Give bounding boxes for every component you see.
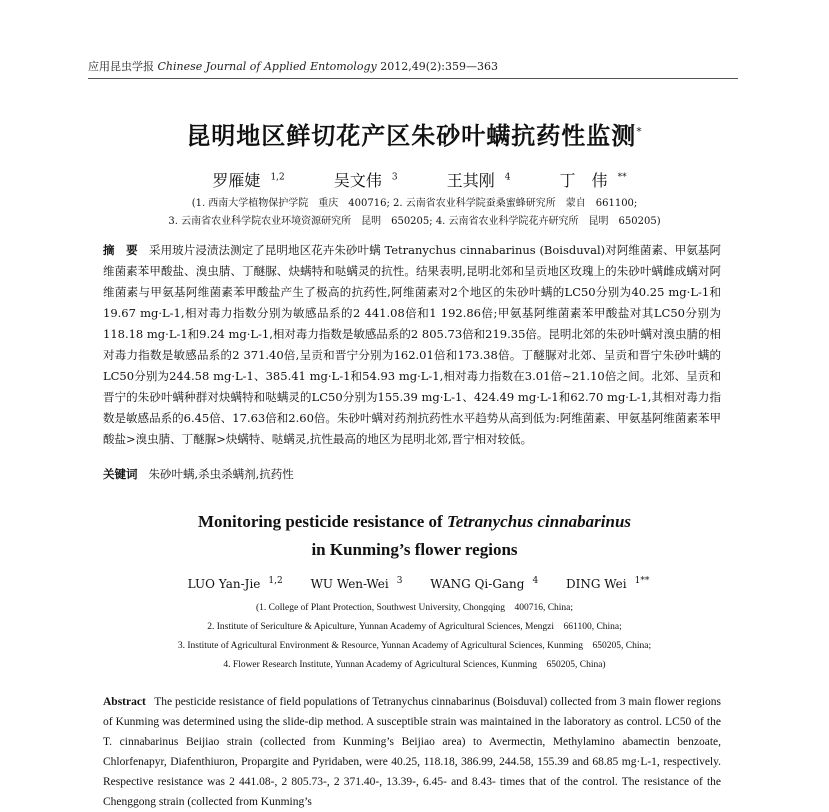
affiliation-en-line: 4. Flower Research Institute, Yunnan Academy of Agricultural Sciences, Kunming 650205, China) <box>223 660 606 670</box>
author-en: WU Wen-Wei $^3$ <box>310 576 403 591</box>
author-en: DING Wei $^{1**}$ <box>566 576 650 591</box>
affiliation-en-line: 2. Institute of Sericulture & Apiculture, Yunnan Academy of Agricultural Sciences, Mengzi 661100, China; <box>207 622 622 632</box>
running-header <box>88 58 738 74</box>
author-cn: 罗雁婕 $^{1,2}$ <box>212 171 285 190</box>
authors-en <box>0 576 829 591</box>
abstract-en-label: Abstract <box>103 696 146 708</box>
abstract-en-text: The pesticide resistance of field populations of Tetranychus cinnabarinus (Boisduval) collected from 3 main flower regions of Kunming was determined using the slide-dip method. A susceptible strain was maintained in the laboratory as control. LC50 of the T. cinnabarinus Beijiao strain (collected from Kunming’s Beijiao area) to Avermectin, Methylamino abamectin benzoate, Chlorfenapyr, Diafenthiuron, Propargite and Pyridaben, were 40.25, 118.18, 386.99, 244.58, 155.39 and 68.85 mg·L-1, respectively. Respective resistance was 2 441.08-, 2 805.73-, 2 371.40-, 13.39-, 6.45- and 8.43- times that of the control. The resistance of the Chenggong strain (collected from Kunming’s <box>103 696 722 808</box>
author-cn: 吴文伟 $^3$ <box>333 171 398 190</box>
title-cn: 昆明地区鲜切花产区朱砂叶螨抗药性监测* <box>186 122 643 150</box>
affiliation-en-line: (1. College of Plant Protection, Southwest University, Chongqing 400716, China; <box>255 603 574 613</box>
affiliation-cn-line: 3. 云南省农业科学院农业环境资源研究所 昆明 650205; 4. 云南省农业科学院花卉研究所 昆明 650205) <box>168 216 661 227</box>
species-name: Tetranychus cinnabarinus <box>446 512 632 531</box>
abstract-cn <box>103 240 721 450</box>
journal-cn-name: 应用昆虫学报 <box>88 60 154 73</box>
affiliation-cn-line: (1. 西南大学植物保护学院 重庆 400716; 2. 云南省农业科学院蚕桑蜜蜂研究所 蒙自 661100; <box>191 198 638 209</box>
keywords-cn <box>103 466 721 482</box>
abstract-cn-label: 摘 要 <box>103 243 138 257</box>
author-en: LUO Yan-Jie $^{1,2}$ <box>187 576 283 591</box>
keywords-cn-label: 关键词 <box>103 467 138 481</box>
journal-en-name: Chinese Journal of Applied Entomology <box>157 60 377 73</box>
author-en: WANG Qi-Gang $^4$ <box>430 576 539 591</box>
title-en-line-1: Monitoring pesticide resistance of Tetranychus cinnabarinus <box>197 512 632 531</box>
keywords-cn-text: 朱砂叶螨,杀虫杀螨剂,抗药性 <box>148 467 294 481</box>
author-cn: 王其刚 $^4$ <box>446 171 511 190</box>
author-cn: 丁 伟 ** <box>559 171 627 190</box>
abstract-en <box>103 692 721 812</box>
affiliation-en-line: 3. Institute of Agricultural Environment & Resource, Yunnan Academy of Agricultural Sciences, Kunming 650205, China; <box>177 641 652 651</box>
abstract-cn-text: 采用玻片浸渍法测定了昆明地区花卉朱砂叶螨 Tetranychus cinnabarinus (Boisduval)对阿维菌素、甲氨基阿维菌素苯甲酸盐、溴虫腈、丁醚脲、炔螨特和哒螨灵的抗性。结果表明,昆明北郊和呈贡地区玫瑰上的朱砂叶螨雌成螨对阿维菌素与甲氨基阿维菌素苯甲酸盐产生了极高的抗药性,阿维菌素对2个地区的朱砂叶螨的LC50分别为40.25 mg·L-1和19.67 mg·L-1,相对毒力指数分别为敏感品系的2 441.08倍和1 192.86倍;甲氨基阿维菌素苯甲酸盐对其LC50分别为118.18 mg·L-1和9.24 mg·L-1,相对毒力指数是敏感品系的2 805.73倍和219.35倍。昆明北郊的朱砂叶螨对溴虫腈的相对毒力指数是敏感品系的2 371.40倍,呈贡和晋宁分别为162.01倍和173.38倍。丁醚脲对北郊、呈贡和晋宁朱砂叶螨的LC50分别为244.58 mg·L-1、385.41 mg·L-1和54.93 mg·L-1,相对毒力指数在3.01倍~21.10倍之间。北郊、呈贡和晋宁的朱砂叶螨种群对炔螨特和哒螨灵的LC50分别为155.39 mg·L-1、424.49 mg·L-1和62.70 mg·L-1,其相对毒力指数是敏感品系的6.45倍、17.63倍和2.60倍。朱砂叶螨对药剂抗药性水平趋势从高到低为:阿维菌素、甲氨基阿维菌素苯甲酸盐>溴虫腈、丁醚脲>炔螨特、哒螨灵,抗性最高的地区为昆明北郊,晋宁相对较低。 <box>103 243 722 446</box>
authors-cn <box>0 168 829 191</box>
header-rule <box>88 78 738 79</box>
title-en-line-2: in Kunming’s flower regions <box>311 540 518 559</box>
journal-citation: 2012,49(2):359—363 <box>380 60 498 73</box>
title-footnote-mark: * <box>636 125 643 138</box>
